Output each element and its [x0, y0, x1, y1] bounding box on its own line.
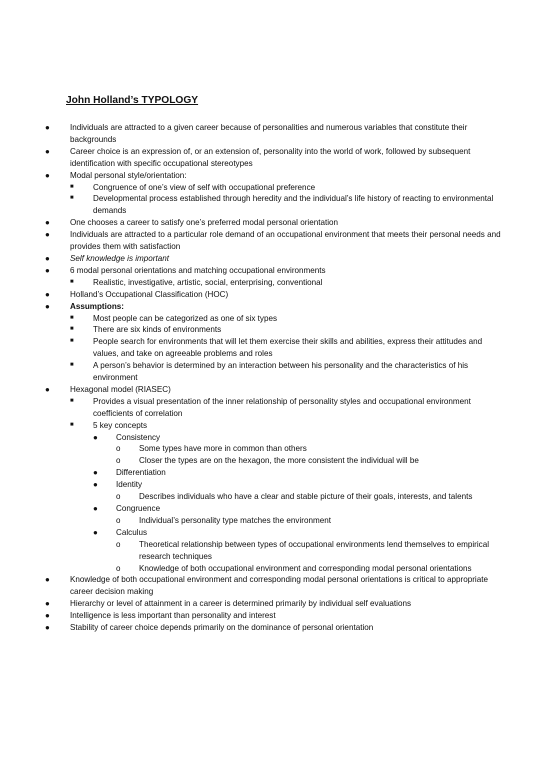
- list-item-text: Calculus: [116, 527, 148, 537]
- list-item: [0, 182, 550, 194]
- bullet-dot-icon: ●: [45, 230, 50, 240]
- list-item-text: Assumptions:: [70, 301, 124, 311]
- list-item: [0, 324, 550, 336]
- list-item-text: Hexagonal model (RIASEC): [70, 384, 171, 394]
- bullet-square-icon: ■: [70, 195, 74, 202]
- list-item-text: Realistic, investigative, artistic, social, enterprising, conventional: [93, 277, 323, 287]
- bullet-dot-icon: ●: [45, 575, 50, 585]
- bullet-dot-icon: ●: [93, 480, 98, 490]
- bullet-square-icon: ■: [70, 397, 74, 404]
- bullet-dot-icon: ●: [93, 468, 98, 478]
- list-item-text: Knowledge of both occupational environment and corresponding modal personal orientations: [139, 563, 472, 573]
- list-item-text: Knowledge of both occupational environment and corresponding modal personal orientations is critical to appropriate career decision making: [70, 575, 488, 597]
- list-item-text: Holland’s Occupational Classification (HOC): [70, 289, 229, 299]
- list-item: [0, 432, 550, 444]
- list-item: [0, 396, 550, 420]
- document-title: John Holland’s TYPOLOGY: [66, 95, 199, 106]
- bullet-circle-icon: o: [116, 444, 121, 454]
- list-item: [0, 598, 550, 610]
- bullet-dot-icon: ●: [45, 253, 50, 263]
- bullet-dot-icon: ●: [45, 146, 50, 156]
- list-item-text: People search for environments that will let them exercise their skills and abilities, express their attitudes and values, and take on agreeable problems and roles: [93, 337, 483, 359]
- list-item-text: Stability of career choice depends primarily on the dominance of personal orientation: [70, 623, 374, 633]
- bullet-dot-icon: ●: [45, 218, 50, 228]
- list-item-text: Career choice is an expression of, or an extension of, personality into the world of work, followed by subsequent identification with specific occupational stereotypes: [70, 146, 471, 168]
- outline-list: [0, 122, 550, 634]
- list-item-text: Provides a visual presentation of the inner relationship of personality styles and occupational environment coefficients of correlation: [93, 396, 471, 418]
- list-item-text: Intelligence is less important than personality and interest: [70, 611, 276, 621]
- list-item: [0, 229, 550, 253]
- list-item-text: Identity: [116, 480, 143, 490]
- list-item-text: One chooses a career to satisfy one’s preferred modal personal orientation: [70, 218, 338, 228]
- list-item-text: Differentiation: [116, 468, 166, 478]
- list-item-text: A person’s behavior is determined by an interaction between his personality and the characteristics of his environment: [93, 361, 469, 383]
- list-item-text: There are six kinds of environments: [93, 325, 222, 335]
- bullet-dot-icon: ●: [45, 301, 50, 311]
- bullet-dot-icon: ●: [45, 611, 50, 621]
- list-item: [0, 146, 550, 170]
- bullet-circle-icon: o: [116, 563, 121, 573]
- bullet-circle-icon: o: [116, 456, 121, 466]
- bullet-circle-icon: o: [116, 539, 121, 549]
- list-item: [0, 515, 550, 527]
- list-item: [0, 217, 550, 229]
- list-item: [0, 610, 550, 622]
- list-item: [0, 467, 550, 479]
- bullet-square-icon: ■: [70, 338, 74, 345]
- list-item: [0, 265, 550, 277]
- list-item-text: Modal personal style/orientation:: [70, 170, 187, 180]
- bullet-dot-icon: ●: [93, 432, 98, 442]
- bullet-dot-icon: ●: [45, 289, 50, 299]
- list-item-text: Individual’s personality type matches the environment: [139, 515, 331, 525]
- bullet-circle-icon: o: [116, 492, 121, 502]
- list-item-text: 5 key concepts: [93, 420, 147, 430]
- bullet-square-icon: ■: [70, 362, 74, 369]
- bullet-dot-icon: ●: [45, 123, 50, 132]
- bullet-square-icon: ■: [70, 314, 74, 321]
- list-item: [0, 503, 550, 515]
- bullet-dot-icon: ●: [45, 170, 50, 180]
- list-item: [0, 384, 550, 396]
- bullet-square-icon: ■: [70, 326, 74, 333]
- list-item: [0, 622, 550, 634]
- list-item-text: Theoretical relationship between types of occupational environments lend themselves to empirical research techniques: [139, 539, 490, 561]
- list-item-text: Developmental process established through heredity and the individual’s life history of reacting to environmental demands: [93, 194, 494, 216]
- list-item: [0, 443, 550, 455]
- list-item-text: Describes individuals who have a clear and stable picture of their goals, interests, and talents: [139, 492, 473, 502]
- list-item: [0, 360, 550, 384]
- list-item-text: Individuals are attracted to a particular role demand of an occupational environment that meets their personal needs and provides them with satisfaction: [70, 230, 501, 252]
- bullet-dot-icon: ●: [45, 599, 50, 609]
- list-item-text: Congruence of one’s view of self with occupational preference: [93, 182, 316, 192]
- list-item: [0, 289, 550, 301]
- list-item: [0, 193, 550, 217]
- list-item-text: 6 modal personal orientations and matching occupational environments: [70, 265, 326, 275]
- bullet-square-icon: ■: [70, 421, 74, 428]
- bullet-square-icon: ■: [70, 278, 74, 285]
- list-item: [0, 336, 550, 360]
- list-item: [0, 301, 550, 313]
- list-item: [0, 479, 550, 491]
- bullet-dot-icon: ●: [45, 265, 50, 275]
- list-item-text: Most people can be categorized as one of six types: [93, 313, 278, 323]
- list-item-text: Self knowledge is important: [70, 253, 169, 263]
- list-item: [0, 122, 550, 146]
- bullet-dot-icon: ●: [93, 527, 98, 537]
- list-item-text: Hierarchy or level of attainment in a career is determined primarily by individual self evaluations: [70, 599, 411, 609]
- bullet-dot-icon: ●: [93, 504, 98, 513]
- list-item: [0, 574, 550, 598]
- list-item-text: Individuals are attracted to a given career because of personalities and numerous variables that constitute their backgrounds: [70, 123, 468, 144]
- bullet-square-icon: ■: [70, 183, 74, 190]
- list-item: [0, 491, 550, 503]
- list-item: [0, 277, 550, 289]
- list-item-text: Closer the types are on the hexagon, the more consistent the individual will be: [139, 456, 419, 466]
- list-item: [0, 563, 550, 575]
- list-item: [0, 527, 550, 539]
- list-item: [0, 539, 550, 563]
- bullet-dot-icon: ●: [45, 384, 50, 394]
- list-item-text: Some types have more in common than others: [139, 444, 307, 454]
- bullet-circle-icon: o: [116, 515, 121, 525]
- list-item: [0, 253, 550, 265]
- list-item: [0, 420, 550, 432]
- bullet-dot-icon: ●: [45, 623, 50, 633]
- list-item-text: Consistency: [116, 432, 161, 442]
- list-item-text: Congruence: [116, 504, 161, 513]
- list-item: [0, 455, 550, 467]
- list-item: [0, 170, 550, 182]
- list-item: [0, 313, 550, 325]
